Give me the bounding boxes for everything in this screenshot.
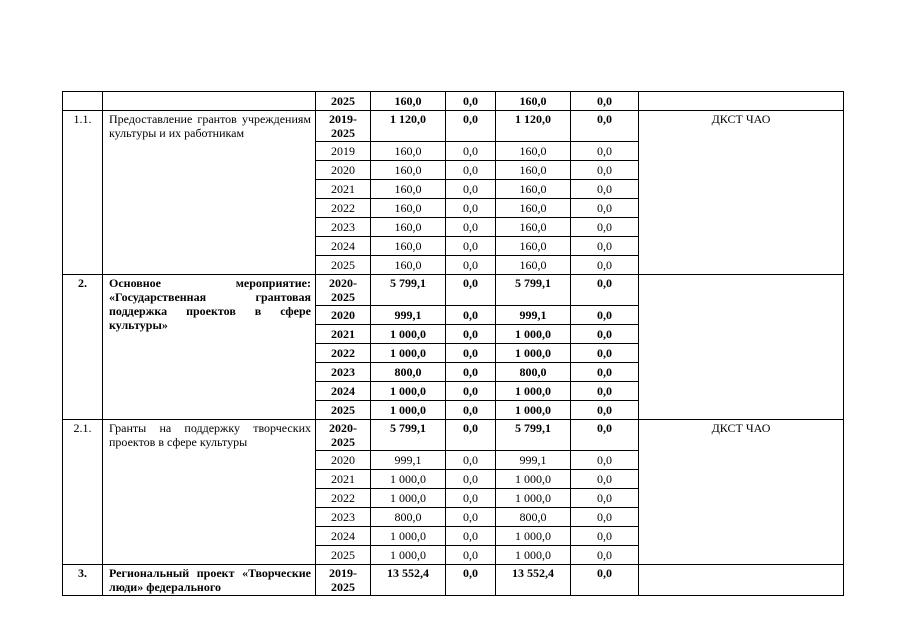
value-cell: 5 799,1 bbox=[371, 275, 446, 306]
value-cell: 1 000,0 bbox=[371, 325, 446, 344]
value-cell: 5 799,1 bbox=[496, 420, 571, 451]
value-cell: 1 000,0 bbox=[371, 546, 446, 565]
year-cell: 2019-2025 bbox=[316, 111, 371, 142]
year-cell: 2024 bbox=[316, 382, 371, 401]
value-cell: 160,0 bbox=[496, 199, 571, 218]
index-cell: 3. bbox=[63, 565, 103, 596]
value-cell: 0,0 bbox=[571, 401, 639, 420]
value-cell: 0,0 bbox=[571, 325, 639, 344]
value-cell: 1 000,0 bbox=[371, 489, 446, 508]
value-cell: 1 000,0 bbox=[371, 527, 446, 546]
value-cell: 0,0 bbox=[446, 180, 496, 199]
value-cell: 0,0 bbox=[446, 420, 496, 451]
value-cell: 0,0 bbox=[446, 306, 496, 325]
responsible-cell bbox=[639, 275, 844, 420]
value-cell: 0,0 bbox=[446, 546, 496, 565]
year-cell: 2020 bbox=[316, 161, 371, 180]
value-cell: 0,0 bbox=[571, 180, 639, 199]
value-cell: 0,0 bbox=[571, 306, 639, 325]
value-cell: 160,0 bbox=[496, 161, 571, 180]
budget-table bbox=[62, 91, 844, 596]
value-cell: 0,0 bbox=[571, 256, 639, 275]
value-cell: 0,0 bbox=[446, 451, 496, 470]
responsible-cell bbox=[639, 92, 844, 111]
name-cell: Предоставление грантов учреждениям культуры и их работникам bbox=[103, 111, 316, 275]
value-cell: 0,0 bbox=[571, 565, 639, 596]
value-cell: 0,0 bbox=[571, 92, 639, 111]
index-cell: 2. bbox=[63, 275, 103, 420]
value-cell: 0,0 bbox=[446, 142, 496, 161]
value-cell: 0,0 bbox=[571, 161, 639, 180]
name-cell: Региональный проект «Творческие люди» федерального bbox=[103, 565, 316, 596]
year-cell: 2021 bbox=[316, 470, 371, 489]
value-cell: 0,0 bbox=[446, 489, 496, 508]
value-cell: 0,0 bbox=[571, 142, 639, 161]
year-cell: 2025 bbox=[316, 256, 371, 275]
value-cell: 1 000,0 bbox=[371, 382, 446, 401]
year-cell: 2022 bbox=[316, 489, 371, 508]
year-cell: 2023 bbox=[316, 218, 371, 237]
value-cell: 5 799,1 bbox=[496, 275, 571, 306]
table-row bbox=[63, 92, 844, 111]
value-cell: 160,0 bbox=[371, 218, 446, 237]
year-cell: 2020-2025 bbox=[316, 275, 371, 306]
value-cell: 0,0 bbox=[446, 256, 496, 275]
value-cell: 0,0 bbox=[571, 420, 639, 451]
table-row bbox=[63, 275, 844, 306]
value-cell: 0,0 bbox=[571, 508, 639, 527]
year-cell: 2019 bbox=[316, 142, 371, 161]
value-cell: 0,0 bbox=[446, 199, 496, 218]
value-cell: 0,0 bbox=[446, 508, 496, 527]
value-cell: 1 000,0 bbox=[496, 546, 571, 565]
value-cell: 1 000,0 bbox=[371, 344, 446, 363]
index-cell: 1.1. bbox=[63, 111, 103, 275]
value-cell: 5 799,1 bbox=[371, 420, 446, 451]
value-cell: 800,0 bbox=[371, 508, 446, 527]
index-cell: 2.1. bbox=[63, 420, 103, 565]
table-row bbox=[63, 111, 844, 142]
value-cell: 1 120,0 bbox=[371, 111, 446, 142]
year-cell: 2024 bbox=[316, 527, 371, 546]
value-cell: 0,0 bbox=[571, 275, 639, 306]
value-cell: 0,0 bbox=[571, 546, 639, 565]
value-cell: 160,0 bbox=[496, 180, 571, 199]
value-cell: 0,0 bbox=[571, 527, 639, 546]
year-cell: 2019-2025 bbox=[316, 565, 371, 596]
table-row bbox=[63, 420, 844, 451]
value-cell: 1 120,0 bbox=[496, 111, 571, 142]
year-cell: 2025 bbox=[316, 546, 371, 565]
name-cell: Гранты на поддержку творческих проектов в сфере культуры bbox=[103, 420, 316, 565]
value-cell: 1 000,0 bbox=[496, 344, 571, 363]
name-cell: Основное мероприятие: «Государственная грантовая поддержка проектов в сфере культуры» bbox=[103, 275, 316, 420]
year-cell: 2022 bbox=[316, 344, 371, 363]
year-cell: 2023 bbox=[316, 363, 371, 382]
year-cell: 2025 bbox=[316, 92, 371, 111]
year-cell: 2021 bbox=[316, 325, 371, 344]
value-cell: 0,0 bbox=[571, 363, 639, 382]
value-cell: 160,0 bbox=[371, 142, 446, 161]
year-cell: 2025 bbox=[316, 401, 371, 420]
value-cell: 160,0 bbox=[371, 161, 446, 180]
value-cell: 0,0 bbox=[446, 161, 496, 180]
value-cell: 0,0 bbox=[446, 218, 496, 237]
value-cell: 800,0 bbox=[496, 363, 571, 382]
responsible-cell bbox=[639, 565, 844, 596]
value-cell: 13 552,4 bbox=[371, 565, 446, 596]
value-cell: 0,0 bbox=[446, 325, 496, 344]
value-cell: 160,0 bbox=[496, 237, 571, 256]
value-cell: 999,1 bbox=[371, 306, 446, 325]
value-cell: 160,0 bbox=[371, 237, 446, 256]
value-cell: 160,0 bbox=[371, 256, 446, 275]
responsible-cell: ДКСТ ЧАО bbox=[639, 420, 844, 565]
value-cell: 1 000,0 bbox=[496, 401, 571, 420]
year-cell: 2020 bbox=[316, 451, 371, 470]
value-cell: 1 000,0 bbox=[496, 470, 571, 489]
value-cell: 0,0 bbox=[571, 451, 639, 470]
value-cell: 1 000,0 bbox=[496, 489, 571, 508]
value-cell: 1 000,0 bbox=[496, 527, 571, 546]
value-cell: 0,0 bbox=[571, 199, 639, 218]
value-cell: 0,0 bbox=[446, 382, 496, 401]
value-cell: 0,0 bbox=[446, 344, 496, 363]
value-cell: 1 000,0 bbox=[371, 470, 446, 489]
value-cell: 0,0 bbox=[571, 111, 639, 142]
value-cell: 0,0 bbox=[571, 218, 639, 237]
index-cell bbox=[63, 92, 103, 111]
value-cell: 0,0 bbox=[446, 401, 496, 420]
value-cell: 0,0 bbox=[571, 344, 639, 363]
value-cell: 160,0 bbox=[371, 180, 446, 199]
value-cell: 160,0 bbox=[496, 218, 571, 237]
table-row bbox=[63, 565, 844, 596]
value-cell: 0,0 bbox=[446, 527, 496, 546]
year-cell: 2024 bbox=[316, 237, 371, 256]
value-cell: 0,0 bbox=[446, 92, 496, 111]
value-cell: 160,0 bbox=[496, 142, 571, 161]
responsible-cell: ДКСТ ЧАО bbox=[639, 111, 844, 275]
value-cell: 160,0 bbox=[371, 92, 446, 111]
value-cell: 999,1 bbox=[371, 451, 446, 470]
value-cell: 0,0 bbox=[446, 111, 496, 142]
year-cell: 2021 bbox=[316, 180, 371, 199]
year-cell: 2020-2025 bbox=[316, 420, 371, 451]
value-cell: 0,0 bbox=[446, 363, 496, 382]
value-cell: 0,0 bbox=[571, 382, 639, 401]
value-cell: 0,0 bbox=[571, 237, 639, 256]
value-cell: 0,0 bbox=[446, 275, 496, 306]
value-cell: 160,0 bbox=[496, 256, 571, 275]
value-cell: 800,0 bbox=[371, 363, 446, 382]
value-cell: 0,0 bbox=[446, 470, 496, 489]
value-cell: 1 000,0 bbox=[496, 325, 571, 344]
name-cell bbox=[103, 92, 316, 111]
year-cell: 2022 bbox=[316, 199, 371, 218]
value-cell: 1 000,0 bbox=[371, 401, 446, 420]
year-cell: 2020 bbox=[316, 306, 371, 325]
year-cell: 2023 bbox=[316, 508, 371, 527]
value-cell: 13 552,4 bbox=[496, 565, 571, 596]
value-cell: 160,0 bbox=[496, 92, 571, 111]
value-cell: 0,0 bbox=[446, 237, 496, 256]
value-cell: 999,1 bbox=[496, 306, 571, 325]
value-cell: 1 000,0 bbox=[496, 382, 571, 401]
value-cell: 999,1 bbox=[496, 451, 571, 470]
value-cell: 160,0 bbox=[371, 199, 446, 218]
value-cell: 0,0 bbox=[446, 565, 496, 596]
value-cell: 800,0 bbox=[496, 508, 571, 527]
value-cell: 0,0 bbox=[571, 489, 639, 508]
value-cell: 0,0 bbox=[571, 470, 639, 489]
